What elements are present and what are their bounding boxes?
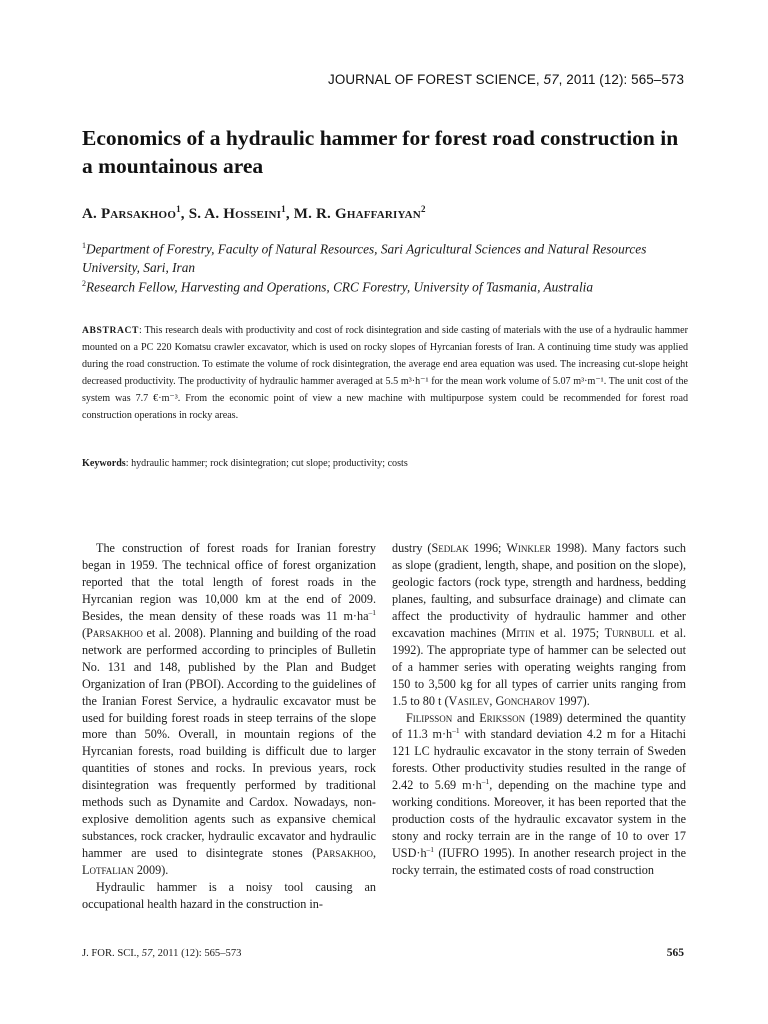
- text-run: and: [452, 710, 480, 725]
- article-title: Economics of a hydraulic hammer for forest road construction in a mountainous area: [82, 126, 679, 178]
- body-paragraph: [82, 879, 376, 913]
- superscript: –1: [368, 607, 376, 617]
- cited-author: Turnbull: [604, 625, 655, 640]
- body-paragraph: [392, 540, 686, 710]
- affiliation: $^1$Department of Forestry, Faculty of Natural Resources, Sari Agricultural Sciences and Natural Resources University, Sari, Iran: [82, 241, 647, 276]
- author: M. R. Ghaffariyan$^2$: [293, 204, 426, 222]
- cited-author: Vasilev, Goncharov: [448, 693, 556, 708]
- keywords-label: Keywords: [82, 458, 126, 469]
- cited-author: Filipsson: [406, 710, 453, 725]
- keywords-text: : hydraulic hammer; rock disintegration; cut slope; productivity; costs: [125, 458, 408, 469]
- text-run: et al. 1975;: [534, 625, 605, 640]
- text-run: , depending on the machine type and working conditions. Moreover, it has been reported that the production costs of the hydraulic excavator system in the stony and rocky terrain are in the range of 10 to over 17 USD·h: [392, 778, 686, 861]
- abstract-label: ABSTRACT: [82, 325, 140, 336]
- journal-running-header: [328, 72, 684, 87]
- cited-author: Parsakhoo, Lotfalian: [82, 846, 376, 878]
- footer-citation: J. FOR. SCI., 57, 2011 (12): 565–573: [82, 948, 242, 959]
- author: A. Parsakhoo$^1$,: [82, 204, 189, 222]
- text-run: et al. 1992). The appropriate type of hammer can be selected out of a hammer series with operating weights ranging from 150 to 3,500 kg for all types of carrier units ranging from 1.5 to 80 t (: [392, 625, 687, 708]
- body-column-left: [82, 540, 376, 913]
- page-number: 565: [666, 947, 684, 959]
- journal-volume: 57: [543, 72, 559, 87]
- keywords: [82, 456, 688, 472]
- text-run: 2009).: [133, 863, 169, 878]
- author-list: [82, 204, 426, 223]
- text-run: The construction of forest roads for Iranian forestry began in 1959. The technical office of forest organization reported that the total length of forest roads in the Hyrcanian region was 10,000 km at the end of 2009. Besides, the mean density of these roads was 11 m·ha: [82, 541, 376, 623]
- abstract: [82, 323, 688, 424]
- text-run: Hydraulic hammer is a noisy tool causing an occupational health hazard in the construction in-: [82, 880, 376, 912]
- text-run: 1996;: [468, 541, 507, 555]
- text-run: dustry (: [392, 541, 432, 555]
- superscript: –1: [481, 777, 490, 787]
- journal-issue: , 2011 (12): 565–573: [558, 72, 684, 87]
- abstract-text: : This research deals with productivity and cost of rock disintegration and side casting of materials with the use of a hydraulic hammer mounted on a PC 220 Komatsu crawler excavator, which is used on rocky slopes of Hyrcanian forests of Iran. A continuing time study was applied during the road construction. To estimate the volume of rock disintegration, the average end area equation was used. The increasing cut-slope height decreased productivity. The productivity of hydraulic hammer averaged at 5.5 m³·h⁻¹ for the mean work volume of 5.07 m³·m⁻¹. The unit cost of the system was 7.7 €·m⁻³. From the economic point of view a new machine with multipurpose system could be recommended for forest road construction operations in rocky areas.: [82, 325, 688, 421]
- text-run: with standard deviation 4.2 m for a Hitachi 121 LC hydraulic excavator in the stony terrain of Sweden forests. Other productivity studies resulted in the range of 2.42 to 5.69 m·h: [392, 727, 686, 793]
- text-run: (1989) determined the quantity of 11.3 m·h: [392, 710, 686, 742]
- body-paragraph: [392, 710, 686, 880]
- cited-author: Mitin: [505, 625, 535, 640]
- journal-name: JOURNAL OF FOREST SCIENCE,: [328, 72, 544, 87]
- body-paragraph: [82, 540, 376, 879]
- text-run: 1998). Many factors such as slope (gradient, length, shape, and position on the slope), geologic factors (rock type, strength and hardness, bedding planes, faulting, and subsurface drainage) and climate can affect the productivity of hydraulic hammer and other excavation machines (: [392, 541, 687, 640]
- text-run: (IUFRO 1995). In another research project in the rocky terrain, the estimated costs of road construction: [392, 846, 686, 878]
- text-run: et al. 2008). Planning and building of the road network are performed according to principles of Bulletin No. 131 and 148, published by the Plan and Budget Organization of Iran (PBOI). According to the guidelines of the Iranian Forest Service, a hydraulic excavator must be used for building forest roads in steep terrains of the slope more than 50%. Overall, in mountain regions of the Hyrcanian forests, road building is difficult due to larger quantities of stones and rocks. In previous years, rock disintegration was frequently performed by traditional methods such as Dynamite and Cardox. Nowadays, non-explosive demolition agents such as expansive chemical substances, rock cracker, hydraulic excavator and hydraulic hammer are used to disintegrate stones (: [82, 625, 376, 861]
- affiliation: $^2$Research Fellow, Harvesting and Operations, CRC Forestry, University of Tasmania, Australia: [82, 279, 593, 295]
- body-column-right: [392, 540, 686, 879]
- author: S. A. Hosseini$^1$,: [188, 204, 294, 222]
- cited-author: Parsakhoo: [86, 625, 143, 640]
- cited-author: Winkler: [506, 541, 551, 555]
- cited-author: Sedlak: [431, 541, 469, 555]
- text-run: 1997).: [555, 693, 590, 708]
- text-run: (: [82, 625, 87, 640]
- cited-author: Eriksson: [479, 710, 526, 725]
- superscript: –1: [452, 726, 460, 736]
- superscript: –1: [426, 845, 435, 855]
